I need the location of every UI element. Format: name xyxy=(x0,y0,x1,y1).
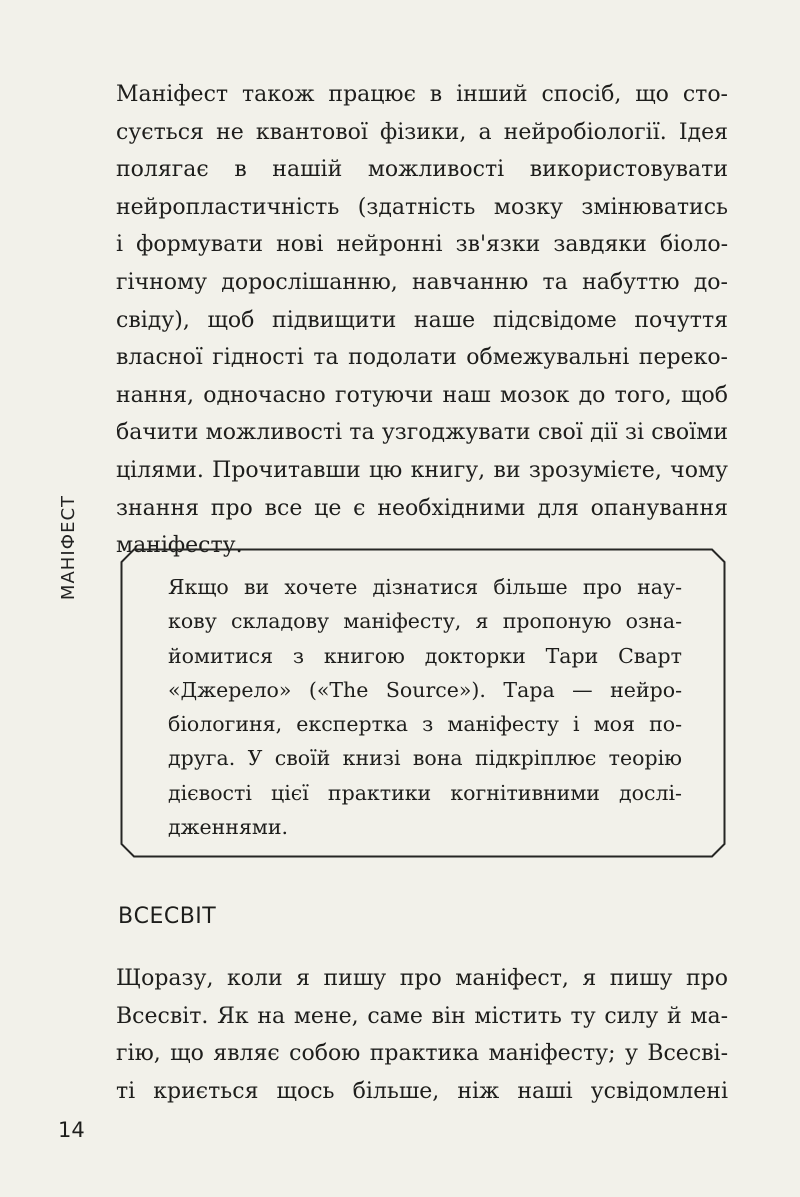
running-header-vertical xyxy=(49,492,89,602)
text-line: гію, що являє собою практика маніфесту; у Всесві- xyxy=(116,1041,728,1067)
text-line: дієвості цієї практики когнітивними дослі- xyxy=(168,780,682,805)
text-line: «Джерело» («The Source»). Тара — нейро- xyxy=(168,677,682,702)
callout-box xyxy=(120,548,726,858)
text-line: власної гідності та подолати обмежувальні переко- xyxy=(116,345,728,371)
text-line: гічному дорослішанню, навчанню та набуттю до- xyxy=(116,269,728,295)
text-line: Всесвіт. Як на мене, саме він містить ту силу й ма- xyxy=(116,1003,728,1029)
page-number: 14 xyxy=(58,1118,85,1142)
text-line: полягає в нашій можливості використовувати xyxy=(116,157,728,183)
text-line: свіду), щоб підвищити наше підсвідоме почуття xyxy=(116,307,728,333)
text-line: маніфесту. xyxy=(116,533,243,559)
text-line: нейропластичність (здатність мозку змінюватись xyxy=(116,194,728,220)
text-line: нання, одночасно готуючи наш мозок до того, щоб xyxy=(116,382,728,408)
text-line: дженнями. xyxy=(168,815,288,840)
body-paragraph-2 xyxy=(116,960,728,1110)
text-line: Маніфест також працює в інший спосіб, що сто- xyxy=(116,82,728,107)
text-line: Щоразу, коли я пишу про маніфест, я пишу про xyxy=(116,966,728,991)
text-line: йомитися з книгою докторки Тари Сварт xyxy=(168,643,682,668)
text-line: цілями. Прочитавши цю книгу, ви зрозумієте, чому xyxy=(116,457,728,483)
text-line: кову складову маніфесту, я пропоную озна- xyxy=(168,609,682,634)
text-line: біологиня, експертка з маніфесту і моя по- xyxy=(168,712,682,737)
text-line: знання про все це є необхідними для опанування xyxy=(116,495,728,521)
text-line: бачити можливості та узгоджувати свої дії зі своїми xyxy=(116,420,728,446)
text-line: ті криється щось більше, ніж наші усвідомлені xyxy=(116,1078,728,1104)
body-paragraph-1 xyxy=(116,76,728,565)
running-header-text: МАНІФЕСТ xyxy=(58,494,80,600)
text-line: сується не квантової фізики, а нейробіології. Ідея xyxy=(116,119,728,145)
callout-text xyxy=(168,570,682,844)
text-line: і формувати нові нейронні зв'язки завдяки біоло- xyxy=(116,232,728,258)
section-heading: ВСЕСВІТ xyxy=(118,904,217,929)
text-line: друга. У своїй книзі вона підкріплює теорію xyxy=(168,746,682,771)
text-line: Якщо ви хочете дізнатися більше про нау- xyxy=(168,575,682,599)
